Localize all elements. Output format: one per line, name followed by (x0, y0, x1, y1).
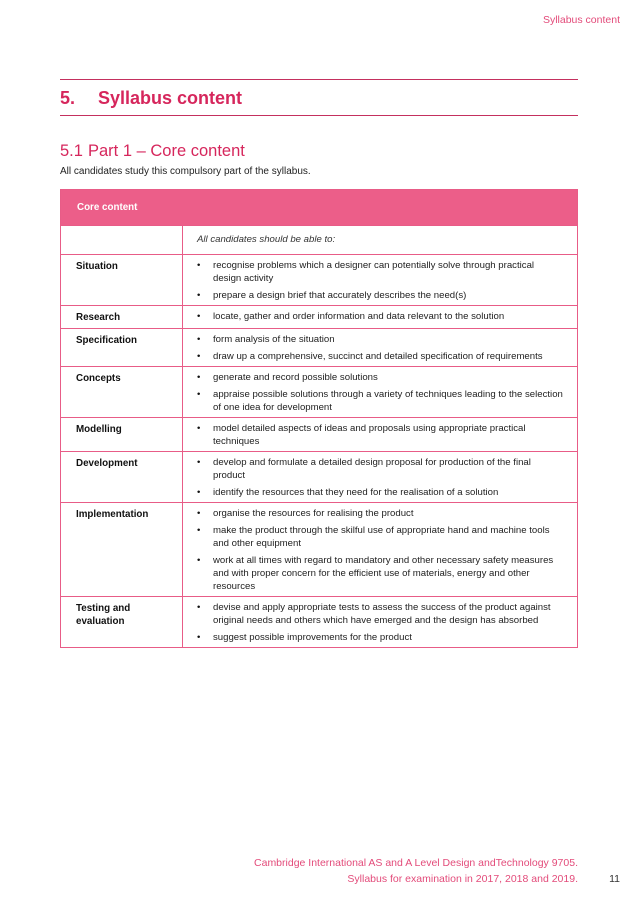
bullet-item: • make the product through the skilful use of appropriate hand and machine tools and other equipment (197, 524, 563, 550)
table-note: All candidates should be able to: (183, 226, 578, 255)
row-label: Testing and evaluation (61, 597, 183, 648)
bullet-item: • suggest possible improvements for the product (197, 631, 563, 644)
title-top-rule (60, 79, 578, 80)
bullet-list (197, 456, 563, 499)
bullet-item: • appraise possible solutions through a variety of techniques leading to the selection of one idea for development (197, 388, 563, 414)
bullet-item: • identify the resources that they need for the realisation of a solution (197, 486, 563, 499)
row-description (183, 503, 578, 597)
row-description (183, 597, 578, 648)
running-header: Syllabus content (542, 14, 620, 26)
table-row (61, 306, 578, 329)
bullet-list (197, 371, 563, 414)
footer-line-1: Cambridge International AS and A Level Design andTechnology 9705. (254, 857, 578, 869)
row-label: Implementation (61, 503, 183, 597)
page-number: 11 (609, 873, 620, 885)
section-title-text: Syllabus content (98, 88, 243, 108)
row-label: Research (61, 306, 183, 329)
row-description (183, 452, 578, 503)
row-label: Modelling (61, 418, 183, 452)
table-header: Core content (61, 190, 578, 226)
bullet-list (197, 422, 563, 448)
table-row (61, 597, 578, 648)
bullet-item: • organise the resources for realising the product (197, 507, 563, 520)
section-number: 5. (60, 88, 76, 108)
row-description (183, 329, 578, 367)
bullet-item: • draw up a comprehensive, succinct and detailed specification of requirements (197, 350, 563, 363)
bullet-item: • locate, gather and order information and data relevant to the solution (197, 310, 563, 323)
row-label: Development (61, 452, 183, 503)
row-label: Situation (61, 255, 183, 306)
bullet-item: • recognise problems which a designer can potentially solve through practical design activity (197, 259, 563, 285)
subsection-title (60, 142, 245, 161)
bullet-item: • work at all times with regard to mandatory and other necessary safety measures and with proper concern for the efficient use of materials, energy and other resources (197, 554, 563, 593)
bullet-item: • develop and formulate a detailed design proposal for production of the final product (197, 456, 563, 482)
row-description (183, 255, 578, 306)
subsection-number: 5.1 (60, 142, 83, 160)
table-row (61, 418, 578, 452)
bullet-item: • model detailed aspects of ideas and proposals using appropriate practical techniques (197, 422, 563, 448)
section-title (60, 88, 242, 109)
bullet-list (197, 310, 563, 323)
row-label: Concepts (61, 367, 183, 418)
table-row (61, 503, 578, 597)
bullet-item: • generate and record possible solutions (197, 371, 563, 384)
table-row (61, 255, 578, 306)
footer-line-2: Syllabus for examination in 2017, 2018 and 2019. (347, 873, 578, 885)
subsection-title-text: Part 1 – Core content (88, 142, 245, 160)
bullet-list (197, 601, 563, 644)
intro-text: All candidates study this compulsory part of the syllabus. (60, 166, 311, 177)
bullet-item: • prepare a design brief that accurately describes the need(s) (197, 289, 563, 302)
bullet-item: • devise and apply appropriate tests to assess the success of the product against original needs and others which have emerged and the design has absorbed (197, 601, 563, 627)
title-bottom-rule (60, 115, 578, 116)
bullet-list (197, 333, 563, 363)
bullet-list (197, 507, 563, 593)
core-content-table (60, 189, 578, 648)
row-label: Specification (61, 329, 183, 367)
table-row (61, 367, 578, 418)
table-row (61, 452, 578, 503)
bullet-item: • form analysis of the situation (197, 333, 563, 346)
row-description (183, 306, 578, 329)
table-header-row (61, 190, 578, 226)
table-note-row (61, 226, 578, 255)
row-description (183, 418, 578, 452)
row-description (183, 367, 578, 418)
table-row (61, 329, 578, 367)
bullet-list (197, 259, 563, 302)
empty-label-cell (61, 226, 183, 255)
